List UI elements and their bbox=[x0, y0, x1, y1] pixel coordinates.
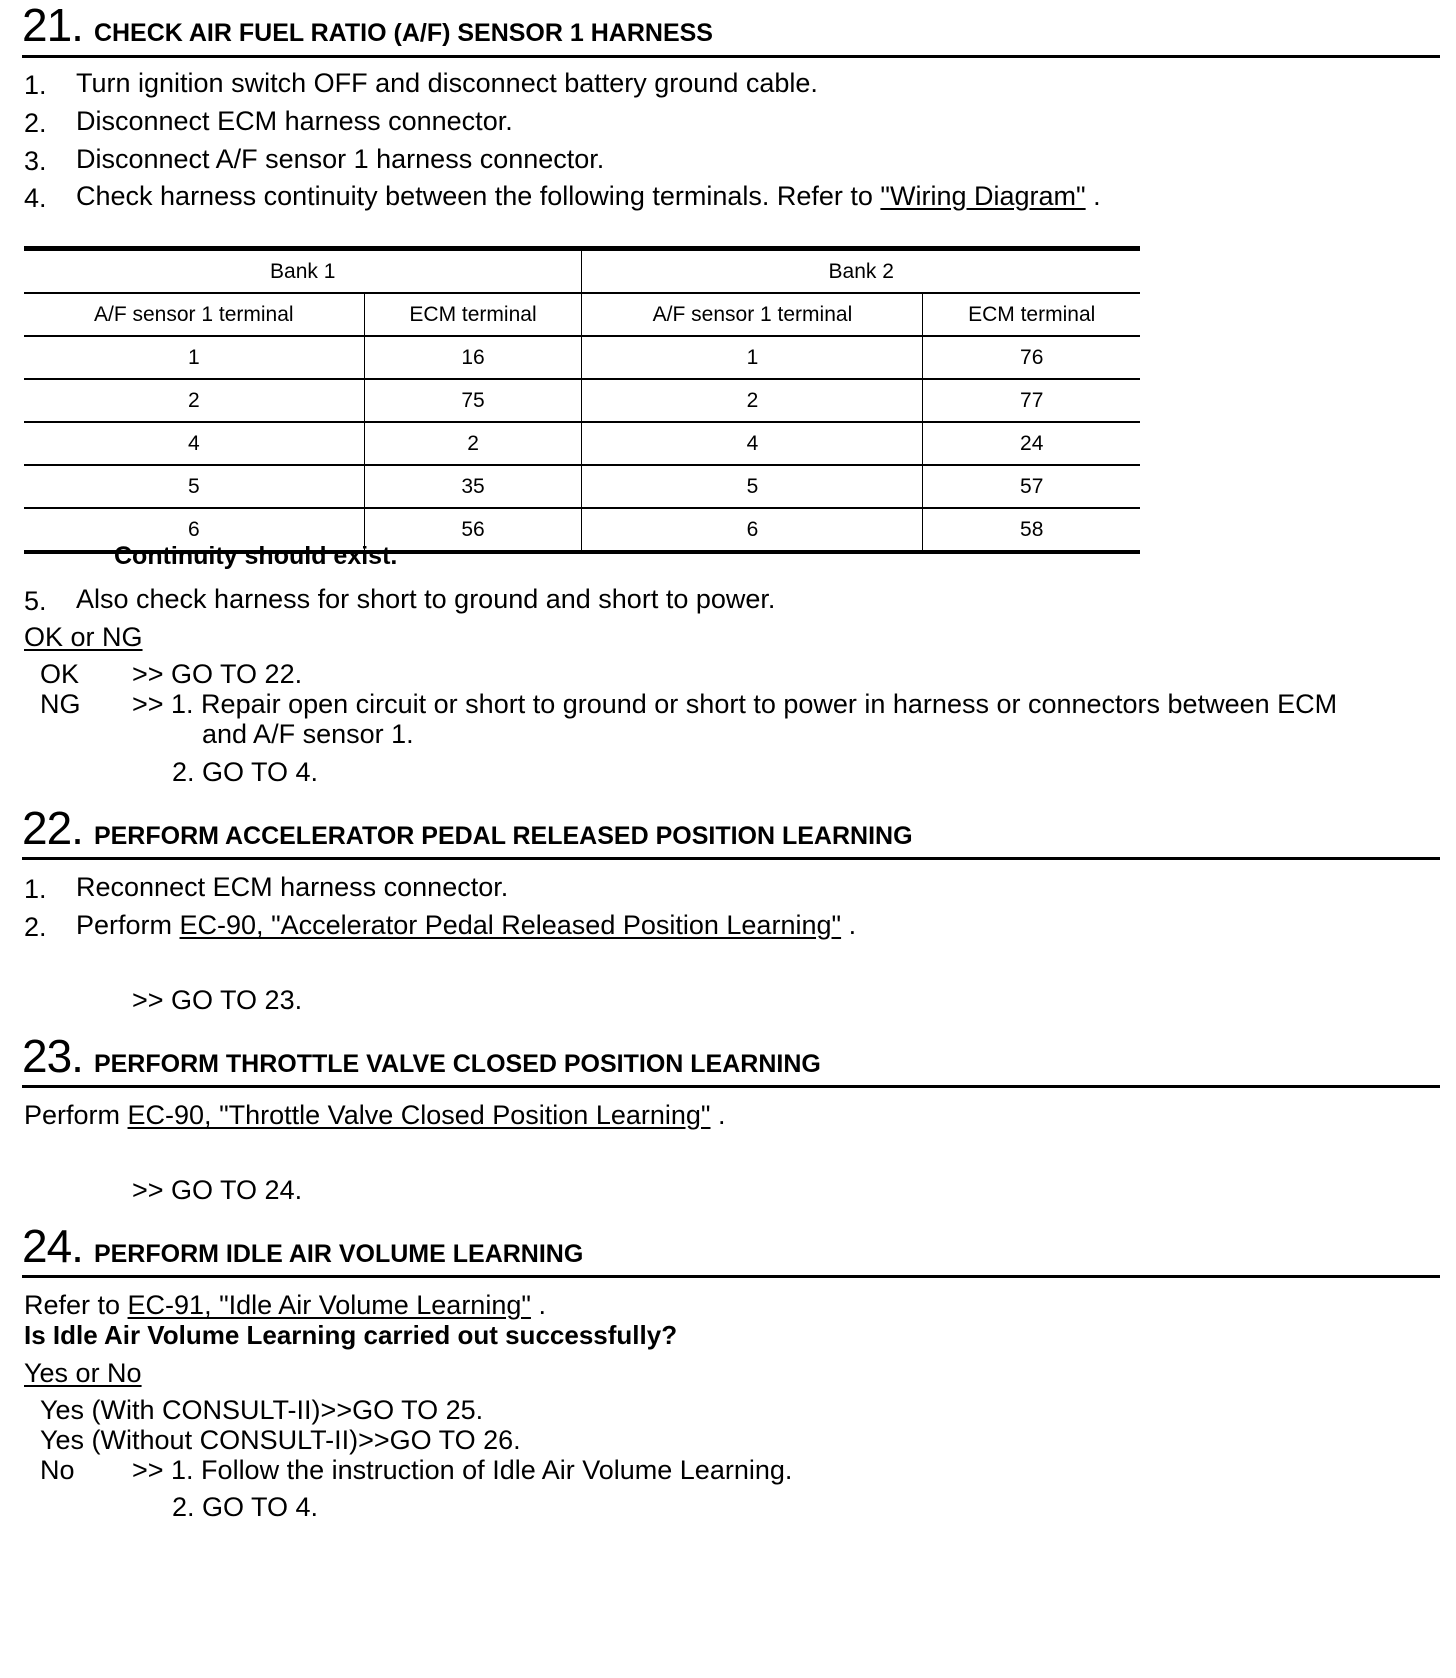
item-number: 4. bbox=[24, 183, 47, 213]
table-cell: 2 bbox=[24, 379, 364, 422]
table-cell: 1 bbox=[582, 336, 923, 379]
goto-24: >> GO TO 24. bbox=[132, 1175, 303, 1205]
item-text-body: Check harness continuity between the following terminals. Refer to bbox=[76, 181, 881, 211]
no-action-2: 2. GO TO 4. bbox=[172, 1492, 319, 1522]
column-header: A/F sensor 1 terminal bbox=[582, 293, 923, 336]
step-number: 24 bbox=[22, 1220, 72, 1272]
table-cell: 4 bbox=[582, 422, 923, 465]
table-cell: 5 bbox=[24, 465, 364, 508]
divider bbox=[22, 55, 1440, 58]
table-cell: 35 bbox=[364, 465, 582, 508]
table-cell: 76 bbox=[923, 336, 1140, 379]
ng-action-1: >> 1. Repair open circuit or short to ground or short to power in harness or connectors between ECM bbox=[132, 689, 1338, 719]
step-24-text bbox=[24, 1292, 546, 1319]
step-23-heading bbox=[22, 1030, 821, 1082]
yes-or-no-label: Yes or No bbox=[24, 1358, 142, 1388]
divider bbox=[22, 857, 1440, 860]
table-cell: 4 bbox=[24, 422, 364, 465]
goto-23: >> GO TO 23. bbox=[132, 985, 303, 1015]
step-21-heading bbox=[22, 0, 713, 51]
table-cell: 75 bbox=[364, 379, 582, 422]
throttle-valve-learning-link[interactable]: EC-90, "Throttle Valve Closed Position Learning" bbox=[127, 1100, 711, 1130]
table-cell: 6 bbox=[582, 508, 923, 552]
continuity-table bbox=[24, 246, 1140, 554]
item-text: Also check harness for short to ground and short to power. bbox=[76, 584, 776, 614]
table-row bbox=[24, 422, 1140, 465]
ng-label: NG bbox=[40, 689, 81, 719]
item-text: Reconnect ECM harness connector. bbox=[76, 872, 509, 902]
text-suffix: . bbox=[710, 1100, 726, 1130]
item-number: 3. bbox=[24, 146, 47, 176]
item-number: 1. bbox=[24, 874, 47, 904]
step-24-heading bbox=[22, 1220, 584, 1272]
divider bbox=[22, 1085, 1440, 1088]
item-text-body: Perform bbox=[76, 910, 180, 940]
wiring-diagram-link[interactable]: "Wiring Diagram" bbox=[880, 181, 1086, 211]
table-cell: 5 bbox=[582, 465, 923, 508]
column-header: A/F sensor 1 terminal bbox=[24, 293, 364, 336]
table-cell: 77 bbox=[923, 379, 1140, 422]
accelerator-pedal-learning-link[interactable]: EC-90, "Accelerator Pedal Released Position Learning" bbox=[179, 910, 842, 940]
table-cell: 58 bbox=[923, 508, 1140, 552]
step-number: 21 bbox=[22, 0, 72, 51]
step-24-question: Is Idle Air Volume Learning carried out successfully? bbox=[24, 1320, 678, 1350]
group-header-bank-1: Bank 1 bbox=[24, 249, 582, 294]
ok-or-ng-label: OK or NG bbox=[24, 622, 143, 652]
step-dot: . bbox=[71, 1030, 84, 1082]
column-header: ECM terminal bbox=[364, 293, 582, 336]
item-text: Turn ignition switch OFF and disconnect battery ground cable. bbox=[76, 68, 818, 98]
step-title: PERFORM ACCELERATOR PEDAL RELEASED POSITION LEARNING bbox=[93, 822, 913, 850]
item-number: 5. bbox=[24, 586, 47, 616]
item-suffix: . bbox=[1085, 181, 1101, 211]
step-22-heading bbox=[22, 802, 913, 854]
step-number: 22 bbox=[22, 802, 72, 854]
item-number: 1. bbox=[24, 70, 47, 100]
step-dot: . bbox=[71, 0, 84, 51]
divider bbox=[22, 1275, 1440, 1278]
step-23-text bbox=[24, 1102, 726, 1129]
ng-action-1-cont: and A/F sensor 1. bbox=[202, 719, 414, 749]
step-title: CHECK AIR FUEL RATIO (A/F) SENSOR 1 HARNESS bbox=[93, 19, 713, 47]
idle-air-volume-learning-link[interactable]: EC-91, "Idle Air Volume Learning" bbox=[127, 1290, 531, 1320]
step-dot: . bbox=[71, 1220, 84, 1272]
item-text: Disconnect ECM harness connector. bbox=[76, 106, 513, 136]
table-group-row bbox=[24, 249, 1140, 294]
item-text: Disconnect A/F sensor 1 harness connector. bbox=[76, 144, 605, 174]
item-text bbox=[76, 183, 1101, 210]
item-suffix: . bbox=[841, 910, 857, 940]
table-header-row bbox=[24, 293, 1140, 336]
no-action-1: >> 1. Follow the instruction of Idle Air Volume Learning. bbox=[132, 1455, 793, 1485]
column-header: ECM terminal bbox=[923, 293, 1140, 336]
table-cell: 1 bbox=[24, 336, 364, 379]
ok-label: OK bbox=[40, 659, 80, 689]
table-cell: 2 bbox=[364, 422, 582, 465]
step-title: PERFORM IDLE AIR VOLUME LEARNING bbox=[93, 1240, 584, 1268]
table-cell: 6 bbox=[24, 508, 364, 552]
table-row bbox=[24, 336, 1140, 379]
ng-action-2: 2. GO TO 4. bbox=[172, 757, 319, 787]
table-cell: 24 bbox=[923, 422, 1140, 465]
item-number: 2. bbox=[24, 108, 47, 138]
table-cell: 56 bbox=[364, 508, 582, 552]
yes-with-consult: Yes (With CONSULT-II)>>GO TO 25. bbox=[40, 1395, 484, 1425]
step-title: PERFORM THROTTLE VALVE CLOSED POSITION LEARNING bbox=[93, 1050, 821, 1078]
ok-action: >> GO TO 22. bbox=[132, 659, 303, 689]
step-dot: . bbox=[71, 802, 84, 854]
table-row bbox=[24, 465, 1140, 508]
table-cell: 16 bbox=[364, 336, 582, 379]
continuity-note: Continuity should exist. bbox=[114, 542, 398, 570]
yes-without-consult: Yes (Without CONSULT-II)>>GO TO 26. bbox=[40, 1425, 521, 1455]
table-row bbox=[24, 379, 1140, 422]
table-cell: 57 bbox=[923, 465, 1140, 508]
text-suffix: . bbox=[530, 1290, 546, 1320]
text-body: Refer to bbox=[24, 1290, 128, 1320]
no-label: No bbox=[40, 1455, 75, 1485]
text-body: Perform bbox=[24, 1100, 128, 1130]
step-number: 23 bbox=[22, 1030, 72, 1082]
item-text bbox=[76, 912, 856, 939]
group-header-bank-2: Bank 2 bbox=[582, 249, 1140, 294]
table-cell: 2 bbox=[582, 379, 923, 422]
item-number: 2. bbox=[24, 912, 47, 942]
